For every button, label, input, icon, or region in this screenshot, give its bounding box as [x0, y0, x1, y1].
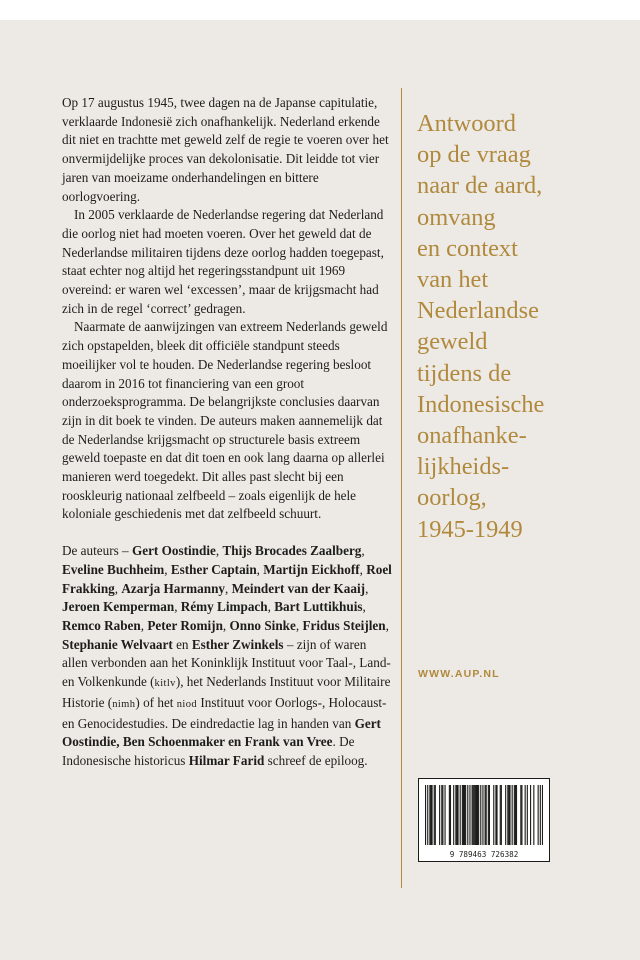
author-name: Azarja Harmanny: [121, 580, 226, 596]
publisher-url[interactable]: WWW.AUP.NL: [418, 668, 500, 680]
authors-text-5: . De Indonesische historicus: [62, 734, 355, 768]
barcode-bar: [449, 785, 450, 845]
headline-line: Nederlandse: [417, 297, 539, 325]
barcode-bar: [527, 785, 528, 845]
author-name: Gert Oostindie: [131, 543, 216, 559]
barcode-bar: [488, 785, 489, 845]
blurb-paragraph-2: In 2005 verklaarde de Nederlandse regering dat Nederland die oorlog niet had moeten voeren. Over het geweld dat de Nederlandse militairen tijdens deze oorlog hadden toegepast, staat echter nog altijd het regeringsstandpunt uit 1969 overeind: er waren wel ‘excessen’, maar de krijgsmacht had zich in de regel ‘correct’ gedragen.: [62, 207, 384, 316]
barcode-bars: [425, 785, 543, 845]
author-name: Remco Raben: [62, 617, 141, 633]
author-name: Eveline Buchheim: [62, 561, 165, 577]
blurb: [62, 94, 392, 771]
headline-line: geweld: [417, 328, 488, 356]
barcode-bar: [463, 785, 464, 845]
barcode-bar: [514, 785, 515, 845]
barcode-bar: [474, 785, 475, 845]
authors-intro: De auteurs –: [62, 543, 132, 559]
barcode-bar: [425, 785, 426, 845]
headline-line: van het: [417, 266, 489, 294]
barcode-bar: [444, 785, 445, 845]
headline: [417, 108, 639, 545]
author-name: Martijn Eickhoff: [263, 561, 360, 577]
barcode-bar: [493, 785, 494, 845]
barcode-bar: [462, 785, 463, 845]
barcode-bar: [500, 785, 501, 845]
barcode-bar: [515, 785, 516, 845]
headline-line: oorlog,: [417, 484, 487, 512]
barcode-bar: [429, 785, 430, 845]
barcode-bar: [464, 785, 465, 845]
barcode-bar: [455, 785, 456, 845]
authors-text-3: ) of het: [135, 694, 177, 710]
barcode-bar: [450, 785, 451, 845]
barcode-bar: [505, 785, 506, 845]
barcode-bar: [507, 785, 508, 845]
barcode-bar: [472, 785, 473, 845]
blurb-paragraph-1: Op 17 augustus 1945, twee dagen na de Japanse capitulatie, verklaarde Indonesië zich onafhankelijk. Nederland erkende dit niet en trachtte met geweld zelf de regie te voeren over het onvermijdelijke proces van dekolonisatie. Dit leidde tot vier jaren van moeizame onderhandelingen en bittere oorlogvoering.: [62, 95, 389, 204]
barcode-bar: [486, 785, 487, 845]
barcode-bar: [525, 785, 526, 845]
barcode-bar: [508, 785, 509, 845]
barcode-bar: [501, 785, 502, 845]
epilogue-author: Hilmar Farid: [188, 752, 265, 768]
barcode-bar: [485, 785, 486, 845]
headline-line: lijkheids-: [417, 453, 510, 481]
barcode-bar: [467, 785, 468, 845]
headline-line: Antwoord: [417, 110, 516, 137]
headline-line: 1945-1949: [417, 515, 523, 543]
barcode-bar: [509, 785, 510, 845]
barcode-bar: [530, 785, 531, 845]
headline-line: onafhanke-: [417, 422, 527, 450]
nimh-abbr: nimh: [112, 698, 136, 710]
barcode-bar: [478, 785, 479, 845]
barcode-bar: [435, 785, 436, 845]
gold-divider: [401, 88, 402, 888]
headline-line: en context: [417, 234, 518, 262]
barcode-bar: [533, 785, 534, 845]
blurb-paragraph-3: Naarmate de aanwijzingen van extreem Nederlands geweld zich opstapelden, bleek dit officiële standpunt steeds moeilijker vol te houden. De Nederlandse regering besloot daarom in 2016 tot financiering van een groot onderzoeksprogramma. De belangrijkste conclusies daarvan zijn in dit boek te vinden. De auteurs maken aannemelijk dat de Nederlandse krijgsmacht op structurele basis extreem geweld toepaste en dat dit toen en ook lang daarna op allerlei manieren werd toegedekt. Dit alles past slecht bij een rooskleurig nationaal zelfbeeld – zoals eigenlijk de hele koloniale geschiedenis met dat zelfbeeld schuurt.: [62, 319, 388, 522]
author-name: Bart Luttikhuis: [274, 599, 363, 615]
barcode-bar: [427, 785, 428, 845]
author-name: Thijs Brocades Zaalberg: [222, 543, 362, 559]
barcode-bar: [430, 785, 431, 845]
barcode-bar: [434, 785, 435, 845]
barcode-bar: [480, 785, 481, 845]
barcode-bar: [476, 785, 477, 845]
barcode-bar: [540, 785, 541, 845]
barcode-bar: [475, 785, 476, 845]
author-name: Roel Frakking: [62, 561, 392, 596]
author-name: Rémy Limpach: [180, 599, 268, 615]
barcode-bar: [538, 785, 539, 845]
kitlv-abbr: kitlv: [154, 678, 176, 690]
barcode-bar: [542, 785, 543, 845]
barcode-bar: [477, 785, 478, 845]
authors-paragraph: [62, 542, 392, 770]
headline-line: naar de aard,: [417, 172, 543, 200]
authors-text-1: – zijn of waren allen verbonden aan het Koninklijk Instituut voor Taal-, Land- en Volkenkunde (: [62, 636, 391, 690]
barcode-bar: [465, 785, 466, 845]
author-name: Esther Zwinkels: [191, 636, 284, 652]
barcode-bar: [442, 785, 443, 845]
isbn-barcode: [418, 778, 550, 862]
barcode-bar: [441, 785, 442, 845]
barcode-bar: [521, 785, 522, 845]
barcode-bar: [496, 785, 497, 845]
barcode-bar: [432, 785, 433, 845]
barcode-bar: [520, 785, 521, 845]
editors: Gert Oostindie, Ben Schoenmaker en Frank van Vree: [62, 715, 381, 750]
barcode-bar: [482, 785, 483, 845]
authors-text-4: Instituut voor Oorlogs-, Holocaust- en Genocidestudies. De eindredactie lag in handen van: [62, 694, 387, 731]
barcode-bar: [516, 785, 517, 845]
barcode-bar: [456, 785, 457, 845]
barcode-bar: [460, 785, 461, 845]
barcode-bar: [469, 785, 470, 845]
headline-line: Indonesische: [417, 390, 545, 418]
niod-abbr: niod: [176, 698, 198, 710]
authors-text-6: schreef de epiloog.: [264, 752, 368, 768]
isbn-digits: 9 789463 726382: [449, 850, 519, 859]
headline-line: tijdens de: [417, 359, 512, 387]
barcode-bar: [489, 785, 490, 845]
barcode-bar: [453, 785, 454, 845]
author-name: Fridus Steijlen: [302, 617, 386, 633]
author-name: Jeroen Kemperman: [62, 599, 175, 615]
author-names: Gert Oostindie, Thijs Brocades Zaalberg, Eveline Buchheim, Esther Captain, Martijn Eickhoff, Roel Frakking, Azarja Harmanny, Meindert van der Kaaij, Jeroen Kemperman, Rémy Limpach, Bart Luttikhuis, Remco Raben, Peter Romijn, Onno Sinke, Fridus Steijlen, Stephanie Welvaart en Esther Zwinkels: [62, 543, 392, 652]
author-name: Stephanie Welvaart: [62, 636, 173, 652]
headline-line: op de vraag: [417, 141, 531, 169]
headline-line: omvang: [417, 203, 496, 231]
barcode-bar: [439, 785, 440, 845]
author-name: Onno Sinke: [229, 617, 296, 633]
author-name: Esther Captain: [170, 561, 257, 577]
back-cover: [0, 20, 640, 960]
barcode-bar: [495, 785, 496, 845]
barcode-bar: [473, 785, 474, 845]
authors-text-2: ), het Nederlands Instituut voor Militaire Historie (: [62, 674, 391, 710]
author-name: Peter Romijn: [147, 617, 223, 633]
barcode-bar: [512, 785, 513, 845]
barcode-bar: [457, 785, 458, 845]
author-name: Meindert van der Kaaij: [231, 580, 366, 596]
